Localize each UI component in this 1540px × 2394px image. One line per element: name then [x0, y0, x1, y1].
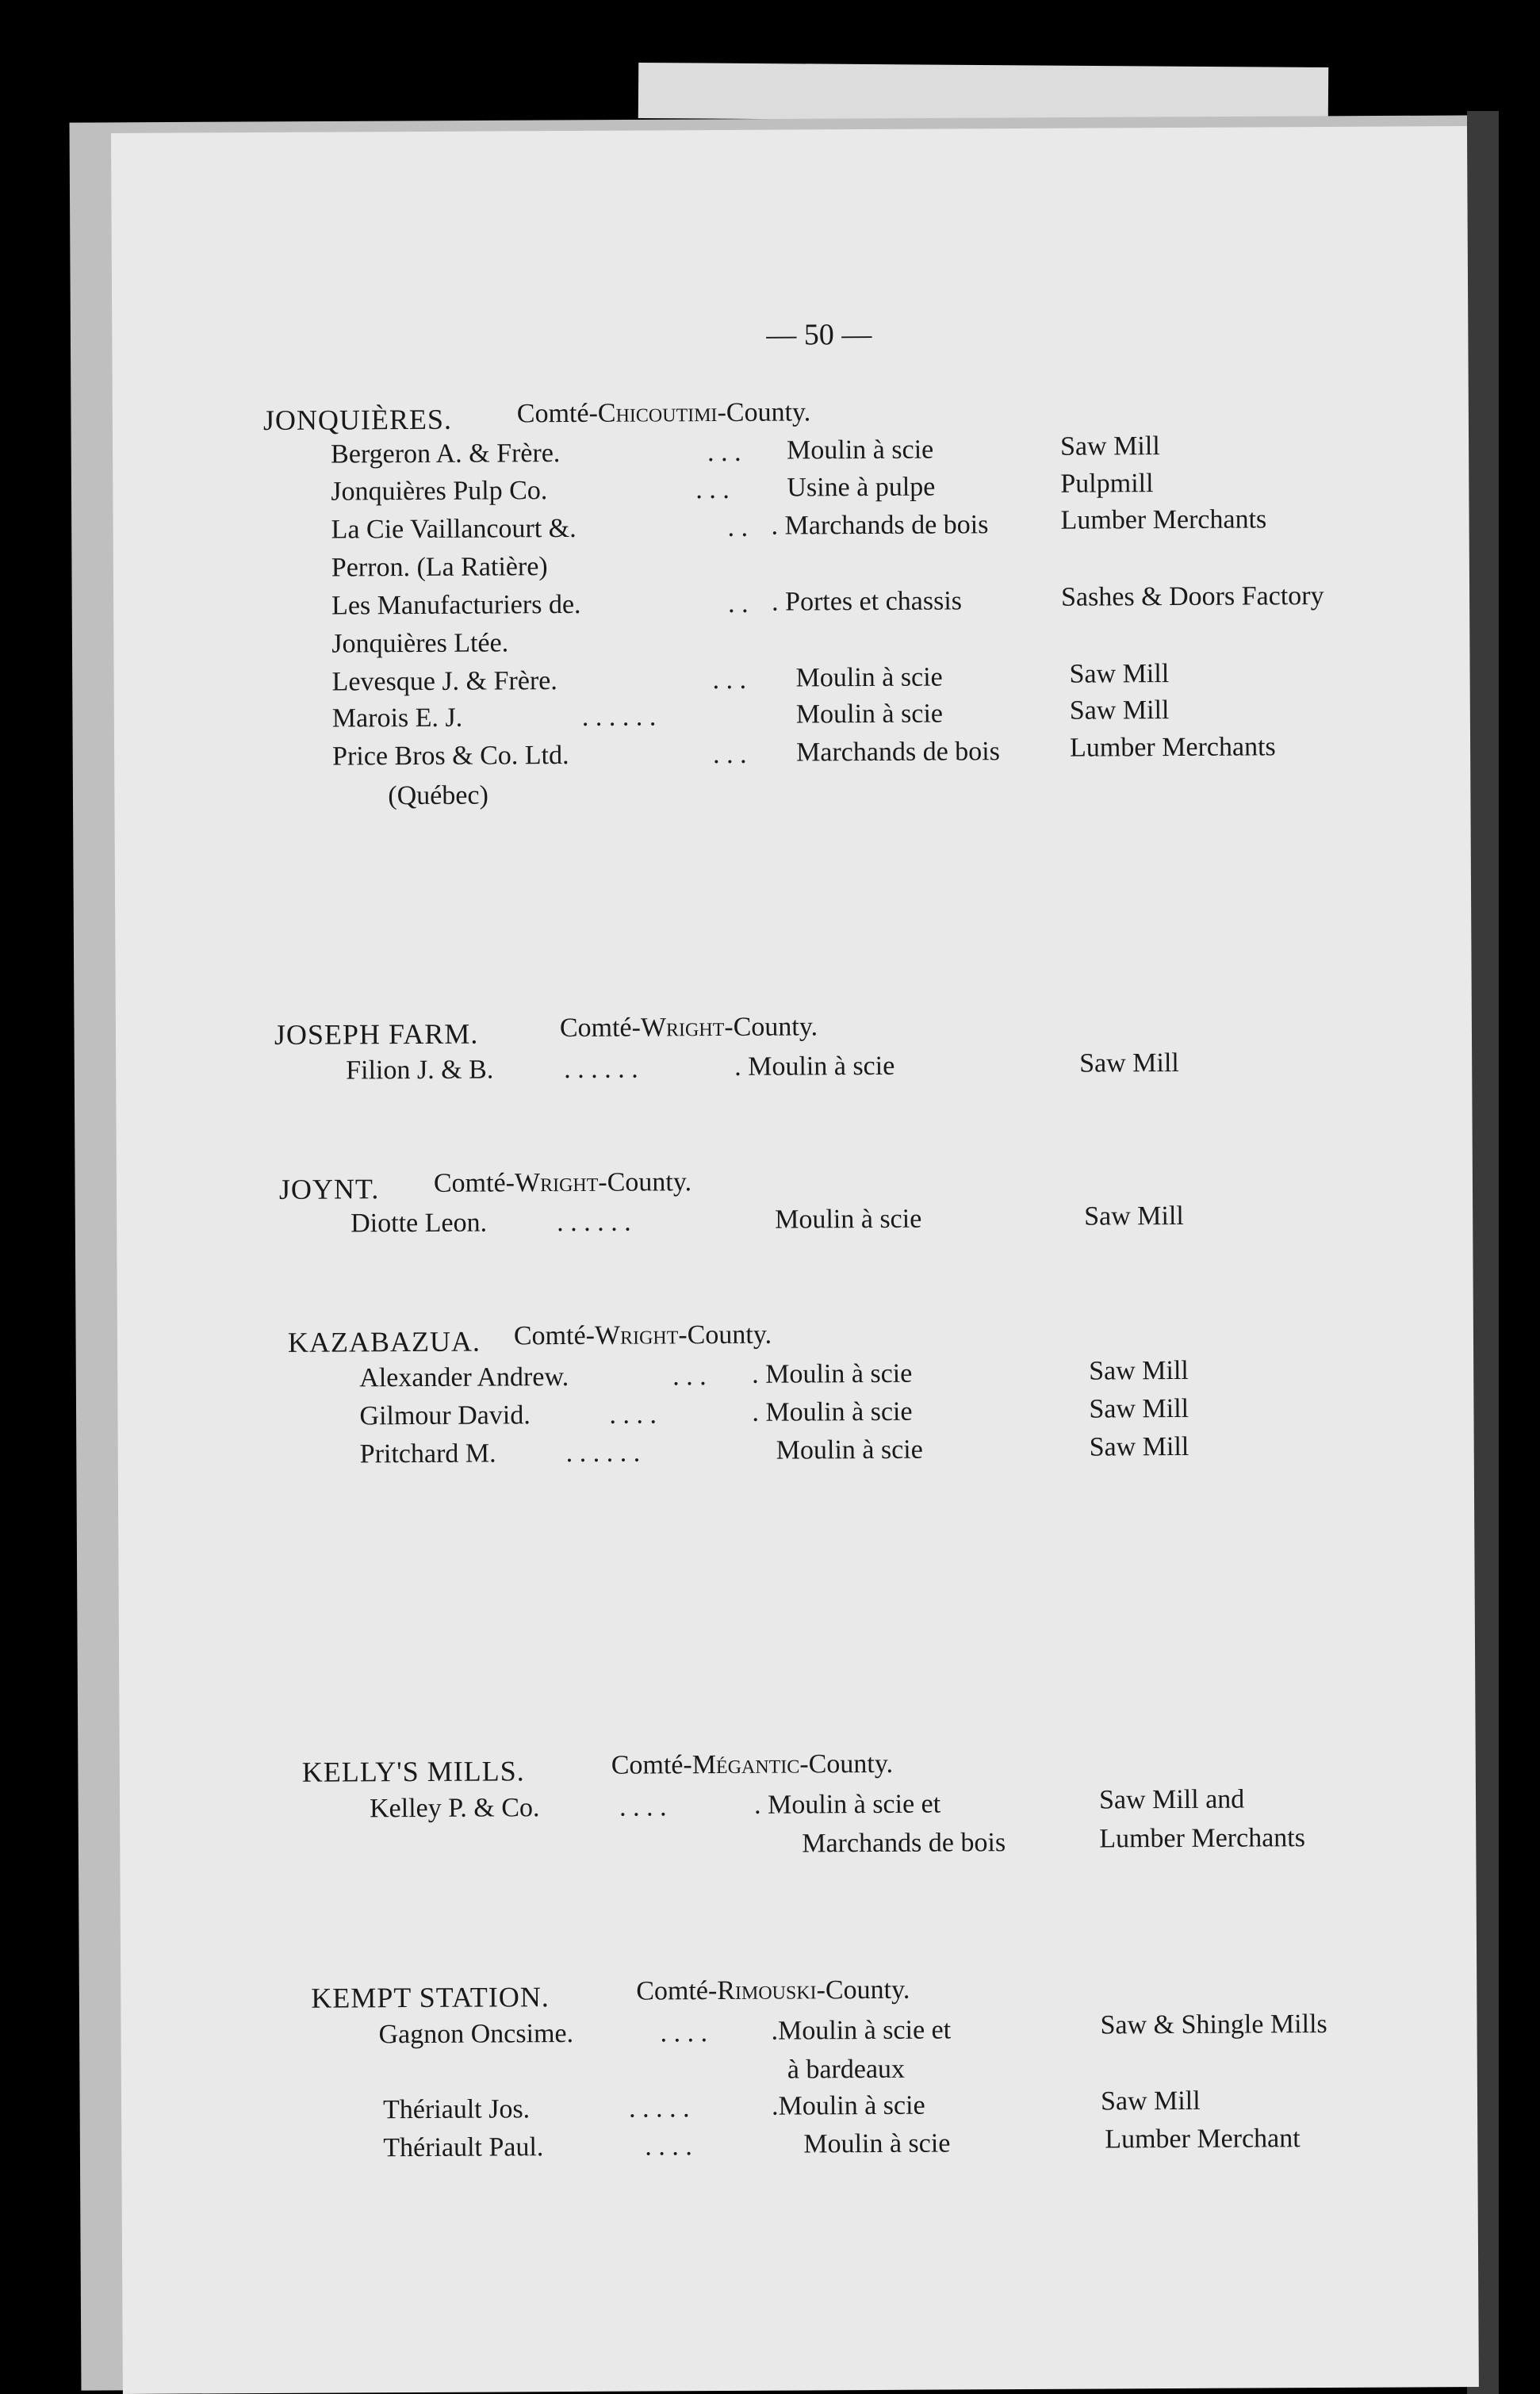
county-label: Comté-Chicoutimi-County.: [516, 397, 811, 429]
entry-name: Les Manufacturiers de.: [331, 589, 581, 621]
entry-activity-en: Saw Mill: [1059, 431, 1160, 462]
entry-dots: . . . . .: [628, 2093, 690, 2124]
place-name: JOYNT.: [278, 1173, 380, 1205]
county-label: Comté-Wright-County.: [433, 1167, 692, 1198]
entry-dots: . .: [728, 588, 749, 619]
entry-dots: . . .: [713, 739, 747, 770]
entry-activity-en: Pulpmill: [1060, 469, 1154, 499]
entry-name: Filion J. & B.: [346, 1055, 494, 1086]
entry-activity-en: Saw Mill and: [1098, 1784, 1245, 1815]
entry-name: Thériault Paul.: [383, 2132, 544, 2163]
entry-name: Price Bros & Co. Ltd.: [332, 740, 569, 772]
entry-activity-en: Lumber Merchants: [1060, 504, 1267, 535]
place-name: KELLY'S MILLS.: [301, 1755, 525, 1788]
entry-activity-fr: . Moulin à scie et: [753, 1789, 941, 1820]
entry-name: Marois E. J.: [331, 703, 463, 734]
entry-activity-fr: Moulin à scie: [776, 1434, 923, 1465]
entry-activity-fr: . Moulin à scie: [752, 1396, 913, 1427]
entry-activity-fr: . Marchands de bois: [771, 510, 989, 541]
entry-dots: . . .: [695, 474, 730, 505]
entry-name: Pritchard M.: [359, 1438, 496, 1469]
entry-dots: . . . .: [619, 1792, 667, 1822]
entry-activity-fr: à bardeaux: [787, 2054, 906, 2085]
entry-name: Gilmour David.: [359, 1400, 531, 1431]
entry-activity-fr: .Moulin à scie: [771, 2090, 925, 2121]
entry-name: Bergeron A. & Frère.: [331, 439, 561, 469]
entry-dots: . . .: [672, 1362, 707, 1392]
entry-activity-en: Saw Mill: [1089, 1393, 1189, 1424]
entry-activity-en: Saw Mill: [1069, 659, 1170, 689]
entry-activity-fr: . Moulin à scie: [734, 1051, 895, 1082]
entry-dots: . . . . . .: [564, 1054, 638, 1085]
entry-activity-fr: Moulin à scie: [795, 699, 944, 730]
place-name: JOSEPH FARM.: [274, 1017, 479, 1051]
entry-activity-fr: Usine à pulpe: [787, 472, 936, 503]
entry-name: Perron. (La Ratière): [331, 552, 548, 583]
entry-dots: . . .: [712, 665, 747, 695]
county-label: Comté-Rimouski-County.: [636, 1975, 910, 2006]
place-name: KAZABAZUA.: [287, 1325, 481, 1358]
entry-activity-fr: Marchands de bois: [802, 1828, 1006, 1859]
county-label: Comté-Wright-County.: [513, 1320, 772, 1351]
entry-dots: . . . .: [660, 2018, 708, 2048]
page-number: — 50 —: [766, 317, 872, 352]
entry-dots: . . . . . .: [565, 1438, 641, 1469]
entry-activity-en: Lumber Merchants: [1099, 1823, 1306, 1854]
entry-name: (Québec): [388, 780, 488, 811]
entry-activity-en: Sashes & Doors Factory: [1060, 580, 1324, 612]
entry-activity-en: Saw & Shingle Mills: [1100, 2009, 1327, 2040]
place-name: KEMPT STATION.: [311, 1981, 550, 2014]
county-label: Comté-Wright-County.: [559, 1012, 818, 1044]
entry-activity-fr: Moulin à scie: [775, 1204, 922, 1235]
entry-activity-en: Lumber Merchants: [1069, 732, 1276, 763]
entry-activity-en: Saw Mill: [1100, 2086, 1201, 2116]
back-page-edge: [638, 63, 1328, 123]
entry-dots: . . . . . .: [557, 1207, 631, 1238]
entry-dots: . . . . . .: [581, 702, 657, 732]
entry-activity-fr: .Moulin à scie et: [771, 2015, 952, 2046]
entry-name: Thériault Jos.: [382, 2094, 531, 2125]
entry-dots: . . . .: [609, 1400, 657, 1430]
entry-name: Alexander Andrew.: [359, 1362, 569, 1393]
entry-name: Jonquières Pulp Co.: [331, 476, 548, 507]
entry-name: Jonquières Ltée.: [331, 628, 509, 659]
entry-name: Levesque J. & Frère.: [331, 666, 557, 697]
entry-activity-en: Saw Mill: [1089, 1431, 1189, 1462]
entry-activity-fr: . Moulin à scie: [752, 1358, 913, 1389]
place-name: JONQUIÈRES.: [262, 403, 453, 436]
entry-dots: . . . .: [645, 2132, 692, 2162]
entry-activity-fr: . Portes et chassis: [772, 586, 963, 617]
entry-activity-en: Saw Mill: [1084, 1201, 1184, 1231]
entry-activity-fr: Moulin à scie: [787, 435, 934, 465]
entry-activity-fr: Moulin à scie: [803, 2128, 951, 2159]
entry-name: Diotte Leon.: [351, 1208, 488, 1239]
entry-activity-fr: Moulin à scie: [795, 662, 943, 693]
entry-dots: . .: [727, 512, 749, 542]
county-label: Comté-Mégantic-County.: [611, 1749, 894, 1780]
document-page: [111, 126, 1479, 2394]
entry-name: La Cie Vaillancourt &.: [331, 513, 577, 545]
entry-activity-en: Lumber Merchant: [1105, 2124, 1301, 2155]
entry-activity-en: Saw Mill: [1069, 695, 1170, 726]
entry-name: Gagnon Oncsime.: [378, 2018, 574, 2050]
entry-activity-fr: Marchands de bois: [796, 737, 1001, 768]
entry-name: Kelley P. & Co.: [369, 1793, 540, 1824]
entry-dots: . . .: [707, 437, 741, 468]
entry-activity-en: Saw Mill: [1089, 1355, 1189, 1386]
entry-activity-en: Saw Mill: [1079, 1048, 1179, 1078]
